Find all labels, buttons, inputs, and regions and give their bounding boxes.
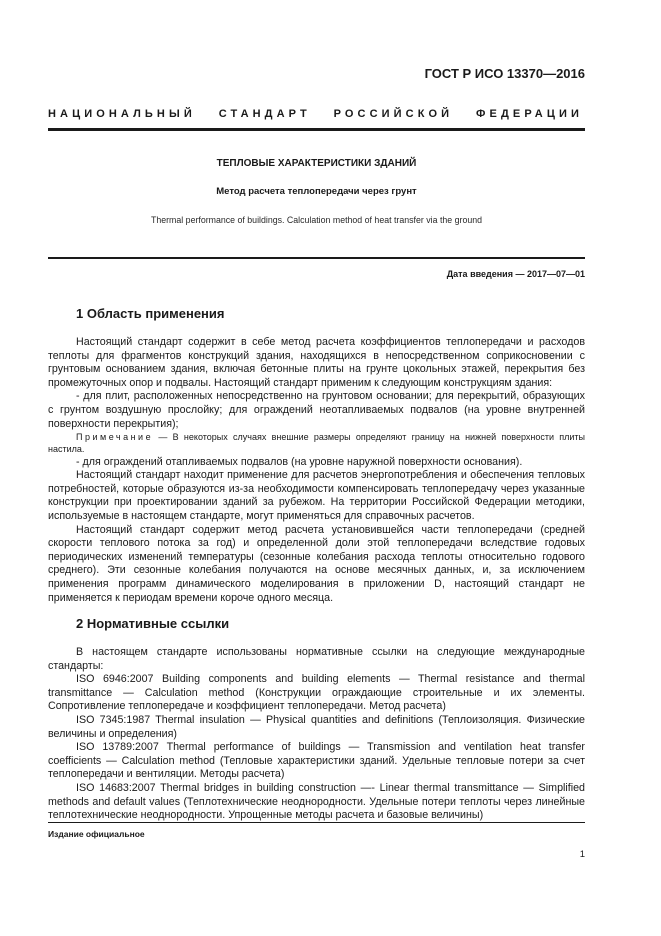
official-edition-label: Издание официальное — [48, 829, 145, 839]
national-standard-title: НАЦИОНАЛЬНЫЙ СТАНДАРТ РОССИЙСКОЙ ФЕДЕРАЦИИ — [48, 108, 583, 120]
note — [48, 431, 585, 455]
section-1-heading: 1 Область применения — [76, 306, 225, 321]
title-divider — [48, 257, 585, 259]
footer-divider — [48, 822, 585, 823]
paragraph: Настоящий стандарт содержит метод расчета установившейся части теплопередачи (средней скорости теплового потока за год) и определенной доли этой теплопередачи вследствие годовых периодических изменений температуры (сезонные колебания расхода теплоты относительно годового среднего). Эти сезонные колебания получаются на основе месячных данных, и, за исключением применения программ динамического моделирования в приложении D, настоящий стандарт не применяется к периодам времени короче одного месяца. — [48, 523, 585, 604]
header-divider — [48, 128, 585, 131]
paragraph: Настоящий стандарт содержит в себе метод расчета коэффициентов теплопередачи и расходов теплоты для фрагментов конструкций здания, находящихся в непосредственном соприкосновении с грунтовым основанием здания, включая бетонные плиты на грунте цокольных этажей, перекрытия без промежуточных опор и подвалы. Настоящий стандарт применим к следующим конструкциям здания: — [48, 336, 585, 389]
note-label: Примечание — [76, 432, 154, 443]
reference-item: ISO 7345:1987 Thermal insulation — Physical quantities and definitions (Теплоизоляция. Физические величины и определения) — [48, 713, 585, 740]
paragraph: - для плит, расположенных непосредственно на грунтовом основании; для перекрытий, образующих с грунтом воздушную прослойку; для ограждений неотапливаемых подвалов (на уровне внутренней поверхности перекрытия); — [48, 390, 585, 430]
paragraph: - для ограждений отапливаемых подвалов (на уровне наружной поверхности основания). — [76, 455, 523, 468]
section-2-heading: 2 Нормативные ссылки — [76, 616, 230, 631]
note-text: — В некоторых случаях внешние размеры определяют границу на нижней поверхности плиты настила. — [48, 432, 585, 455]
document-subtitle: Метод расчета теплопередачи через грунт — [216, 186, 417, 197]
section-2-body — [48, 646, 585, 823]
english-title: Thermal performance of buildings. Calculation method of heat transfer via the ground — [150, 215, 483, 225]
page-number: 1 — [579, 849, 585, 860]
paragraph: Настоящий стандарт находит применение для расчетов энергопотребления и обеспечения тепловых потребностей, которые образуются из-за необходимости компенсировать теплопередачу через указанные конструкции при проектировании зданий за рубежом. На территории Российской Федерации методики, используемые в настоящем стандарте, могут применяться для справочных расчетов. — [48, 469, 585, 522]
effective-date: Дата введения — 2017—07—01 — [446, 269, 585, 279]
standard-code: ГОСТ Р ИСО 13370—2016 — [424, 66, 585, 81]
section-1-body — [48, 336, 585, 605]
document-title: ТЕПЛОВЫЕ ХАРАКТЕРИСТИКИ ЗДАНИЙ — [216, 158, 417, 169]
reference-item: ISO 13789:2007 Thermal performance of buildings — Transmission and ventilation heat transfer coefficients — Calculation method (Тепловые характеристики зданий. Удельные тепловые потери за счет теплопередачи и вентиляции. Методы расчета) — [48, 741, 585, 781]
reference-item: ISO 6946:2007 Building components and building elements — Thermal resistance and thermal transmittance — Calculation method (Конструкции ограждающие строительные и их элементы. Сопротивление теплопередаче и коэффициент теплопередачи. Метод расчета) — [48, 673, 585, 713]
reference-item: ISO 14683:2007 Thermal bridges in building construction —- Linear thermal transmittance — Simplified methods and default values (Теплотехнические неоднородности. Удельные потери теплоты через линейные теплотехнические неоднородности. Упрощенные методы расчета и базовые величины) — [48, 781, 585, 822]
paragraph: В настоящем стандарте использованы нормативные ссылки на следующие международные стандарты: — [48, 646, 585, 672]
